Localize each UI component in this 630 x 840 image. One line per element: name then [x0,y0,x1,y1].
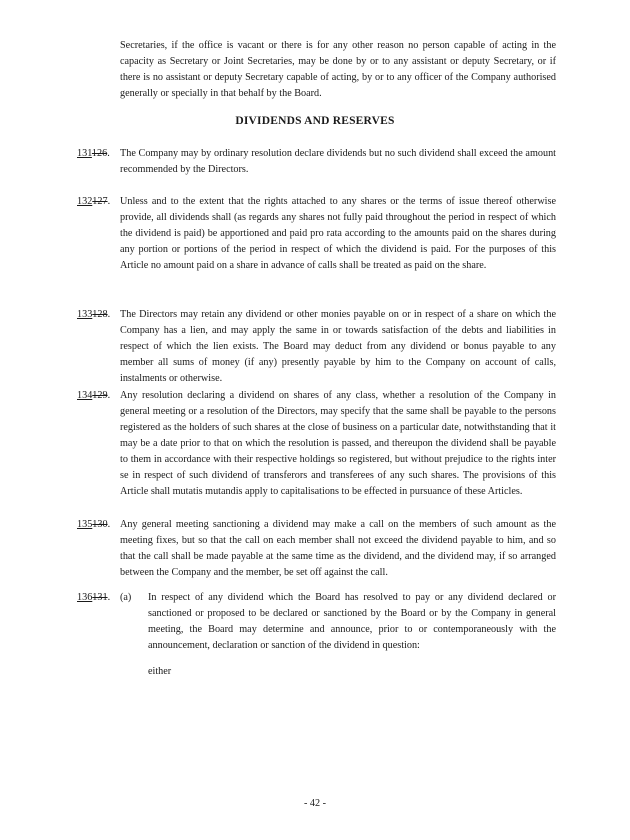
new-article-number: 133 [77,309,93,320]
old-article-number: 126 [91,148,108,159]
old-article-number: 128 [92,309,108,320]
old-article-number: 129 [92,390,108,401]
intro-paragraph [120,38,556,102]
article-number: 134129. [77,390,111,401]
old-article-number: 127 [92,196,108,207]
page-number: - 42 - [303,798,327,809]
article-number: 136131. [77,592,111,603]
old-article-number: 131 [92,592,108,603]
sub-clause-text: In respect of any dividend which the Board has resolved to pay or any dividend declared or sanctioned or proposed to be declared or sanctioned by the Board or by the Company in general meeting, the Board may determine and announce, prior to or contemporaneously with the announcement, declaration or sanction of the dividend in question: [148,592,556,651]
trailing-word: either [148,666,172,677]
article-text: The Directors may retain any dividend or other monies payable on or in respect of a share on which the Company has a lien, and may apply the same in or towards satisfaction of the debts and liabilities in respect of which the lien exists. The Board may deduct from any dividend or bonus payable to any member all sums of money (if any) presently payable by him to the Company on account of calls, instalments or otherwise. [120,309,556,384]
article-number: 135130. [77,519,111,530]
new-article-number: 132 [77,196,93,207]
article-text: The Company may by ordinary resolution declare dividends but no such dividend shall exceed the amount recommended by the Directors. [120,148,556,175]
section-heading: DIVIDENDS AND RESERVES [235,115,395,127]
new-article-number: 136 [77,592,93,603]
new-article-number: 135 [77,519,93,530]
article-text: Any resolution declaring a dividend on shares of any class, whether a resolution of the Company in general meeting or a resolution of the Directors, may specify that the same shall be payable to the persons registered as the holders of such shares at the close of business on a particular date, notwithstanding that it may be a date prior to that on which the resolution is passed, and thereupon the dividend shall be payable to them in accordance with their respective holdings so registered, but without prejudice to the rights inter se in respect of such dividend of transferors and transferees of any such shares. The provisions of this Article shall mutatis mutandis apply to capitalisations to be effected in pursuance of these Articles. [120,390,556,497]
sub-clause-label: (a) [120,592,132,603]
article-number: 131126. [77,148,110,159]
old-article-number: 130 [92,519,108,530]
article-number: 133128. [77,309,111,320]
article-text: Unless and to the extent that the rights attached to any shares or the terms of issue thereof otherwise provide, all dividends shall (as regards any shares not fully paid throughout the period in respect of which the dividend is paid) be apportioned and paid pro rata according to the amounts paid on the shares during any portion or portions of the period in respect of which the dividend is paid. For the purposes of this Article no amount paid on a share in advance of calls shall be treated as paid on the share. [120,196,556,271]
article-number: 132127. [77,196,111,207]
new-article-number: 134 [77,390,93,401]
intro-text: Secretaries, if the office is vacant or there is for any other reason no person capable of acting in the capacity as Secretary or Joint Secretaries, may be done by or to any assistant or deputy Secretary, or if there is no assistant or deputy Secretary capable of acting, by or to any officer of the Company authorised generally or specially in that behalf by the Board. [120,40,556,99]
new-article-number: 131 [77,148,92,159]
article-text: Any general meeting sanctioning a dividend may make a call on the members of such amount as the meeting fixes, but so that the call on each member shall not exceed the dividend payable to him, and so that the call shall be made payable at the same time as the dividend, and the dividend may, if so arranged between the Company and the member, be set off against the call. [120,519,556,578]
